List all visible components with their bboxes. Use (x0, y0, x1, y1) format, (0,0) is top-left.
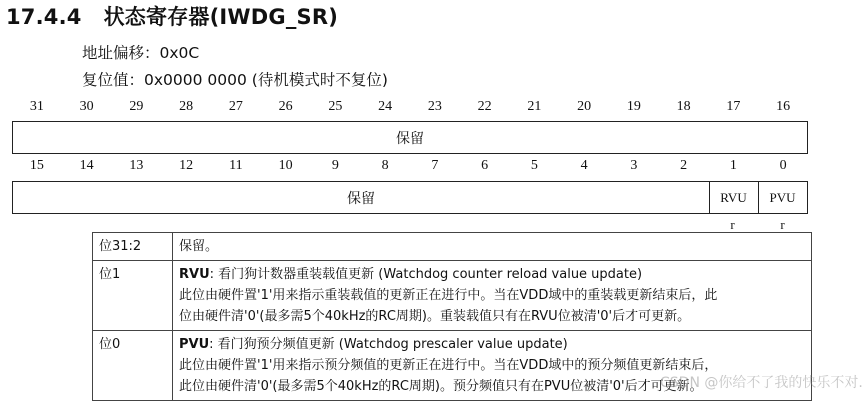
bit-number: 26 (278, 99, 293, 114)
register-low-half (12, 181, 808, 214)
bit-range: 位0 (93, 331, 173, 401)
pvu-field: PVU (769, 189, 796, 205)
field-name: PVU (179, 337, 210, 352)
bit-number: 0 (779, 158, 787, 173)
bit-number: 5 (530, 158, 538, 173)
pvu-access: r (780, 217, 785, 232)
register-high-half (12, 121, 808, 154)
bit-number: 15 (29, 158, 44, 173)
bit-number: 3 (630, 158, 638, 173)
bit-number: 25 (328, 99, 343, 114)
bit-number: 23 (427, 99, 442, 114)
bit-range: 位1 (93, 261, 173, 331)
bit-number: 2 (680, 158, 688, 173)
table-row (93, 261, 812, 331)
watermark: CSDN @你给不了我的快乐不对. (660, 375, 863, 391)
rvu-field: RVU (720, 189, 747, 205)
bit-number: 17 (726, 99, 741, 114)
bit-number: 12 (179, 158, 194, 173)
bit-number: 28 (179, 99, 194, 114)
bit-number: 8 (381, 158, 389, 173)
bit-description (173, 233, 812, 261)
bit-number: 6 (481, 158, 489, 173)
rvu-access: r (730, 217, 735, 232)
bit-number: 9 (331, 158, 339, 173)
reserved-field-low: 保留 (347, 190, 375, 207)
bit-number: 11 (229, 158, 243, 173)
address-offset: 地址偏移：0x0C (82, 44, 200, 62)
bit-numbers-low (12, 158, 808, 176)
bit-number: 13 (129, 158, 144, 173)
description-heading: : 看门狗计数器重装载值更新 (Watchdog counter reload value update) (209, 267, 643, 282)
bit-number: 4 (580, 158, 588, 173)
reserved-field-high: 保留 (396, 130, 424, 147)
bit-numbers-high (12, 99, 808, 117)
bit-range: 位31:2 (93, 233, 173, 261)
register-title: 状态寄存器(IWDG_SR) (103, 5, 339, 29)
bit-number: 21 (527, 99, 542, 114)
bit-description (173, 261, 812, 331)
bit-number: 16 (776, 99, 791, 114)
section-title (6, 1, 338, 31)
bit-number: 27 (228, 99, 243, 114)
bit-number: 22 (477, 99, 492, 114)
field-name: RVU (179, 267, 210, 282)
description-line: 此位由硬件清'0'(最多需5个40kHz的RC周期)。预分频值只有在PVU位被清'0'后才可更新。 (179, 379, 703, 394)
bit-number: 7 (431, 158, 439, 173)
description-line: 此位由硬件置'1'用来指示预分频值的更新正在进行中。当在VDD域中的预分频值更新结束后， (179, 358, 718, 373)
reset-value: 复位值：0x0000 0000 (待机模式时不复位) (82, 71, 388, 89)
bit-number: 31 (29, 99, 44, 114)
table-row (93, 233, 812, 261)
bit-number: 14 (79, 158, 94, 173)
section-number: 17.4.4 (6, 5, 82, 29)
bit-number: 30 (79, 99, 94, 114)
bit-number: 18 (676, 99, 691, 114)
bit-number: 19 (626, 99, 641, 114)
description-line: 位由硬件清'0'(最多需5个40kHz的RC周期)。重装载值只有在RVU位被清'0'后才可更新。 (179, 309, 691, 324)
description-heading: : 看门狗预分频值更新 (Watchdog prescaler value update) (209, 337, 568, 352)
bit-number: 10 (278, 158, 293, 173)
bit-number: 1 (729, 158, 737, 173)
bit-number: 24 (378, 99, 393, 114)
bit-number: 20 (577, 99, 592, 114)
description-line: 此位由硬件置'1'用来指示重装载值的更新正在进行中。当在VDD域中的重装载更新结束后，此 (179, 288, 718, 303)
description-heading: 保留。 (179, 239, 219, 254)
bit-number: 29 (129, 99, 144, 114)
